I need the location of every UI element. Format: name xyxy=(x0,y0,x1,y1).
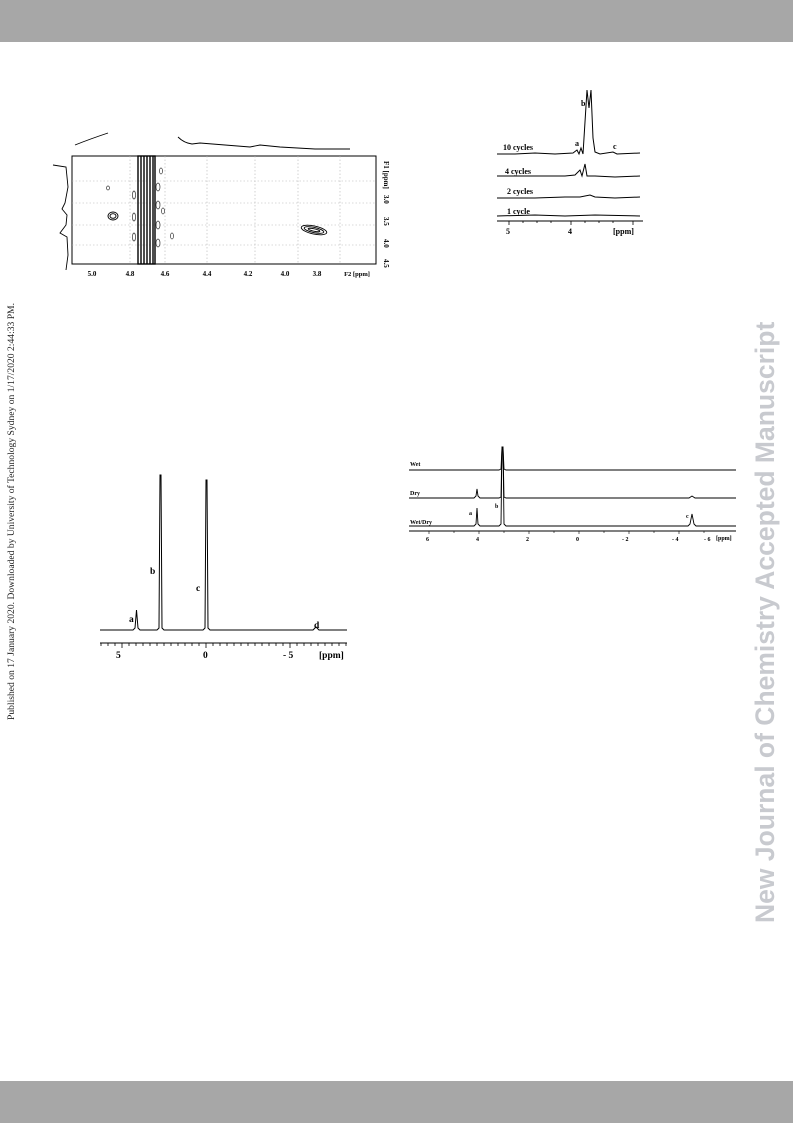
f2-tick-label: 4.0 xyxy=(280,270,290,278)
cosy-2d-spectrum xyxy=(50,125,390,290)
f1-tick-label: 4.0 xyxy=(382,239,390,248)
f1-tick-label: 4.5 xyxy=(382,259,390,268)
peak-label-c: c xyxy=(613,142,617,151)
x-tick-label: 4 xyxy=(476,537,479,543)
footer-bar xyxy=(0,1081,793,1123)
peak-label-d: d xyxy=(314,621,320,631)
trace-label: Wet/Dry xyxy=(410,520,432,526)
contour-plot-area xyxy=(72,156,376,264)
cycles-x-ticks xyxy=(509,221,633,225)
f2-tick-label: 5.0 xyxy=(87,270,97,278)
x-axis-unit: [ppm] xyxy=(613,227,634,236)
cross-peak-right xyxy=(300,223,327,236)
peak-label-a: a xyxy=(129,615,134,625)
x-tick-label: - 5 xyxy=(283,651,294,661)
peak-label-a: a xyxy=(469,511,472,517)
publication-note xyxy=(6,260,20,720)
trace-label: 10 cycles xyxy=(503,143,533,152)
cycles-stacked-spectra xyxy=(495,88,650,238)
trace-label: Wet xyxy=(410,462,421,468)
x-tick-label: 2 xyxy=(526,537,529,543)
peak-label-a: a xyxy=(575,139,579,148)
f1-tick-label: 3.5 xyxy=(382,217,390,226)
wet-dry-stacked-spectra xyxy=(404,444,744,544)
f2-axis xyxy=(72,264,376,278)
x-tick-label: 0 xyxy=(576,537,579,543)
x-tick-label: - 2 xyxy=(622,537,629,543)
x-axis-unit: [ppm] xyxy=(716,536,732,542)
f2-tick-label: 4.6 xyxy=(160,270,170,278)
x-tick-label: - 6 xyxy=(704,537,711,543)
spectrum-trace xyxy=(100,475,347,630)
trace-wet xyxy=(409,447,736,470)
wet-dry-x-ticks xyxy=(429,531,704,534)
journal-watermark-text: New Journal of Chemistry Accepted Manuscript xyxy=(750,321,780,923)
trace-label: 4 cycles xyxy=(505,167,531,176)
f2-tick-label: 4.4 xyxy=(202,270,212,278)
x-tick-label: 4 xyxy=(568,227,572,236)
trace-label: 1 cycle xyxy=(507,207,530,216)
x-tick-label: 5 xyxy=(506,227,510,236)
peak-label-b: b xyxy=(495,504,499,510)
x-tick-label: 0 xyxy=(203,651,208,661)
x-tick-label: - 4 xyxy=(672,537,679,543)
contour-band-side xyxy=(107,168,174,247)
contour-grid xyxy=(72,156,376,264)
x-axis-unit: [ppm] xyxy=(319,651,344,661)
publication-note-text: Published on 17 January 2020. Downloaded by University of Technology Sydney on 1/17/2020 2:44:33 PM. xyxy=(6,303,17,720)
trace-label: 2 cycles xyxy=(507,187,533,196)
single-1d-spectrum xyxy=(95,470,355,665)
f1-axis-unit: F1 [ppm] xyxy=(382,161,390,189)
peak-label-c: c xyxy=(686,514,689,520)
header-bar xyxy=(0,0,793,42)
f1-axis xyxy=(382,161,390,268)
f2-tick-label: 4.2 xyxy=(243,270,253,278)
journal-watermark xyxy=(748,195,788,925)
peak-label-b: b xyxy=(150,567,156,577)
f2-axis-unit: F2 [ppm] xyxy=(344,271,370,278)
contour-band-water xyxy=(138,156,155,264)
cross-peak-left xyxy=(108,212,118,220)
f2-tick-label: 3.8 xyxy=(312,270,322,278)
f2-projection-trace xyxy=(75,133,350,149)
f2-tick-label: 4.8 xyxy=(125,270,135,278)
trace-dry xyxy=(409,447,736,498)
peak-label-c: c xyxy=(196,584,201,594)
x-tick-label: 6 xyxy=(426,537,429,543)
f1-projection-trace xyxy=(53,165,68,270)
f1-tick-label: 3.0 xyxy=(382,195,390,204)
trace-label: Dry xyxy=(410,491,420,497)
x-ticks xyxy=(101,643,346,648)
x-tick-label: 5 xyxy=(116,651,121,661)
peak-label-b: b xyxy=(581,99,586,108)
